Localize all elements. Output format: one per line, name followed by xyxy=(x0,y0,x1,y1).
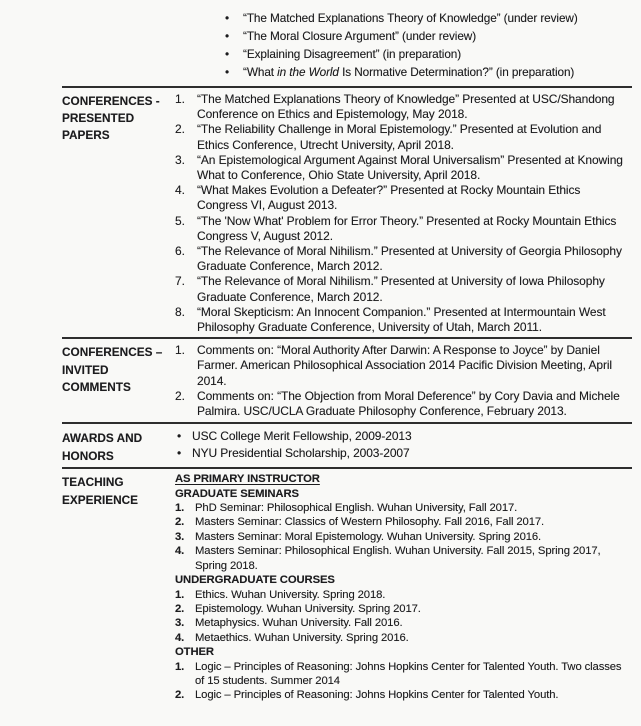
list-item xyxy=(175,122,632,152)
item-text xyxy=(195,530,632,544)
text-run: Logic – Principles of Reasoning: Johns Hopkins Center for Talented Youth. xyxy=(195,689,559,702)
list-item xyxy=(175,244,632,274)
list-item xyxy=(175,660,632,689)
text-run: Epistemology. Wuhan University. Spring 2017. xyxy=(195,602,421,615)
text-run: Comments on: “The Objection from Moral Deference” by Cory Davia and Michele Palmira. USC/UCLA Graduate Philosophy Conference, February 2013. xyxy=(197,388,620,419)
list-item xyxy=(175,27,632,45)
list-item xyxy=(175,688,632,702)
item-text xyxy=(195,588,632,602)
list-item xyxy=(175,501,632,515)
item-text xyxy=(243,9,632,27)
item-number: 8. xyxy=(175,304,185,319)
section-content xyxy=(175,9,632,81)
item-number: 3. xyxy=(175,530,185,543)
item-text xyxy=(243,27,632,45)
item-number: 3. xyxy=(175,617,185,630)
item-number: 4. xyxy=(175,183,185,198)
italic-text-run: in the World xyxy=(277,65,339,79)
document-body xyxy=(62,0,632,703)
item-text xyxy=(195,616,632,630)
item-text xyxy=(197,244,632,274)
item-number: 1. xyxy=(175,588,185,601)
item-number: 2. xyxy=(175,388,185,403)
list-item xyxy=(175,305,632,335)
section-conferences-presented-papers xyxy=(62,86,632,337)
section-content xyxy=(175,428,632,461)
item-text xyxy=(195,602,632,616)
list-item xyxy=(175,544,632,573)
bullet-list xyxy=(175,428,632,461)
section-awards-and-honors xyxy=(62,422,632,467)
bullet-icon: • xyxy=(225,65,230,79)
list-item xyxy=(175,428,632,445)
text-run: “Explaining Disagreement” (in preparation) xyxy=(243,47,462,61)
item-text xyxy=(197,92,632,122)
bullet-icon: • xyxy=(225,29,230,43)
numbered-list xyxy=(175,588,632,646)
item-text xyxy=(195,544,632,573)
section-teaching-experience xyxy=(62,467,632,703)
section-label xyxy=(62,92,175,144)
text-run: USC College Merit Fellowship, 2009-2013 xyxy=(192,429,412,444)
numbered-list xyxy=(175,343,632,419)
item-text xyxy=(192,428,632,445)
item-text xyxy=(197,305,632,335)
item-number: 4. xyxy=(175,631,185,644)
numbered-list xyxy=(175,92,632,335)
section-publications-continued xyxy=(62,0,632,86)
item-number: 7. xyxy=(175,274,185,289)
item-text xyxy=(197,389,632,419)
list-item xyxy=(175,214,632,244)
section-label-line: EXPERIENCE xyxy=(62,493,139,508)
text-run: “The Relevance of Moral Nihilism.” Presented at University of Iowa Philosophy Graduate Conference, March 2012. xyxy=(197,274,605,304)
section-content xyxy=(175,343,632,419)
group-heading: AS PRIMARY INSTRUCTOR xyxy=(175,473,320,486)
text-run: “The 'Now What' Problem for Error Theory.” Presented at Rocky Mountain Ethics Congress V, August 2012. xyxy=(197,213,617,243)
list-item xyxy=(175,92,632,122)
item-number: 2. xyxy=(175,516,185,529)
item-text xyxy=(192,445,632,462)
text-run: “The Relevance of Moral Nihilism.” Presented at University of Georgia Philosophy Graduate Conference, March 2012. xyxy=(197,244,622,274)
list-item xyxy=(175,616,632,630)
item-text xyxy=(195,501,632,515)
list-item xyxy=(175,45,632,63)
item-text xyxy=(195,631,632,645)
list-item xyxy=(175,343,632,389)
text-run: “Moral Skepticism: An Innocent Companion.” Presented at Intermountain West Philosophy Graduate Conference, University of Utah, March 2011. xyxy=(197,304,606,335)
text-run: “What xyxy=(243,65,278,79)
bullet-icon: • xyxy=(177,429,182,444)
list-item xyxy=(175,389,632,419)
item-number: 1. xyxy=(175,660,185,673)
text-run: Masters Seminar: Moral Epistemology. Wuhan University. Spring 2016. xyxy=(195,530,542,543)
text-run: NYU Presidential Scholarship, 2003-2007 xyxy=(192,445,410,460)
text-run: Masters Seminar: Classics of Western Philosophy. Fall 2016, Fall 2017. xyxy=(195,516,545,529)
list-item xyxy=(175,274,632,304)
section-label-line: HONORS xyxy=(62,449,114,464)
section-label xyxy=(62,428,175,465)
item-number: 1. xyxy=(175,343,185,358)
section-label-line: INVITED xyxy=(62,362,109,377)
bullet-icon: • xyxy=(225,11,230,25)
numbered-list xyxy=(175,501,632,573)
text-run: “The Matched Explanations Theory of Knowledge” Presented at USC/Shandong Conference on Ethics and Epistemology, May 2018. xyxy=(197,92,615,122)
section-label-line: COMMENTS xyxy=(62,380,131,395)
item-text xyxy=(195,515,632,529)
item-text xyxy=(243,45,632,63)
item-text xyxy=(197,343,632,389)
item-number: 5. xyxy=(175,213,185,228)
group-heading: UNDERGRADUATE COURSES xyxy=(175,574,335,587)
group-heading: OTHER xyxy=(175,646,214,659)
section-label-line: CONFERENCES – xyxy=(62,345,163,360)
section-label-line: TEACHING xyxy=(62,475,124,490)
section-label-line: AWARDS AND xyxy=(62,431,143,446)
list-item xyxy=(175,515,632,529)
item-text xyxy=(195,660,632,689)
item-number: 2. xyxy=(175,689,185,702)
item-number: 1. xyxy=(175,502,185,515)
text-run: Is Normative Determination?” (in preparation) xyxy=(338,65,575,79)
list-item xyxy=(175,63,632,81)
section-label-line: CONFERENCES - xyxy=(62,94,160,108)
text-run: Metaphysics. Wuhan University. Fall 2016. xyxy=(195,617,403,630)
list-item xyxy=(175,530,632,544)
text-run: Comments on: “Moral Authority After Darwin: A Response to Joyce” by Daniel Farmer. American Philosophical Association 2014 Pacific Division Meeting, April 2014. xyxy=(197,343,612,388)
item-text xyxy=(195,688,632,702)
section-conferences-invited-comments xyxy=(62,337,632,422)
list-item xyxy=(175,183,632,213)
text-run: “What Makes Evolution a Defeater?” Presented at Rocky Mountain Ethics Congress VI, August 2013. xyxy=(197,183,581,213)
group-heading: GRADUATE SEMINARS xyxy=(175,487,299,500)
section-content xyxy=(175,92,632,335)
list-item xyxy=(175,445,632,462)
section-content xyxy=(175,472,632,703)
item-text xyxy=(197,153,632,183)
item-text xyxy=(197,214,632,244)
item-number: 2. xyxy=(175,602,185,615)
text-run: “The Reliability Challenge in Moral Epistemology.” Presented at Evolution and Ethics Conference, Utrecht University, April 2018. xyxy=(197,122,602,152)
text-run: “An Epistemological Argument Against Moral Universalism” Presented at Knowing What to Conference, Ohio State University, April 2018. xyxy=(197,152,623,183)
bullet-icon: • xyxy=(177,445,182,460)
item-text xyxy=(197,183,632,213)
list-item xyxy=(175,153,632,183)
section-label xyxy=(62,472,175,509)
bullet-list xyxy=(175,9,632,81)
list-item xyxy=(175,588,632,602)
item-text xyxy=(197,122,632,152)
text-run: Masters Seminar: Philosophical English. Wuhan University. Fall 2015, Spring 2017, Spring 2018. xyxy=(195,545,601,572)
item-text xyxy=(243,63,632,81)
item-text xyxy=(197,274,632,304)
text-run: “The Matched Explanations Theory of Knowledge” (under review) xyxy=(243,11,578,25)
text-run: Ethics. Wuhan University. Spring 2018. xyxy=(195,588,386,601)
list-item xyxy=(175,602,632,616)
bullet-icon: • xyxy=(225,47,230,61)
text-run: PhD Seminar: Philosophical English. Wuhan University, Fall 2017. xyxy=(195,502,518,515)
item-number: 4. xyxy=(175,545,185,558)
text-run: Metaethics. Wuhan University. Spring 2016. xyxy=(195,631,409,644)
list-item xyxy=(175,631,632,645)
text-run: “The Moral Closure Argument” (under review) xyxy=(243,29,477,43)
list-item xyxy=(175,9,632,27)
item-number: 6. xyxy=(175,244,185,259)
section-label xyxy=(62,343,175,397)
section-label-line: PRESENTED PAPERS xyxy=(62,111,135,142)
item-number: 1. xyxy=(175,92,185,106)
section-label xyxy=(62,9,175,10)
item-number: 3. xyxy=(175,152,185,167)
item-number: 2. xyxy=(175,122,185,137)
text-run: Logic – Principles of Reasoning: Johns Hopkins Center for Talented Youth. Two classes of 15 students. Summer 2014 xyxy=(195,660,622,687)
numbered-list xyxy=(175,660,632,703)
